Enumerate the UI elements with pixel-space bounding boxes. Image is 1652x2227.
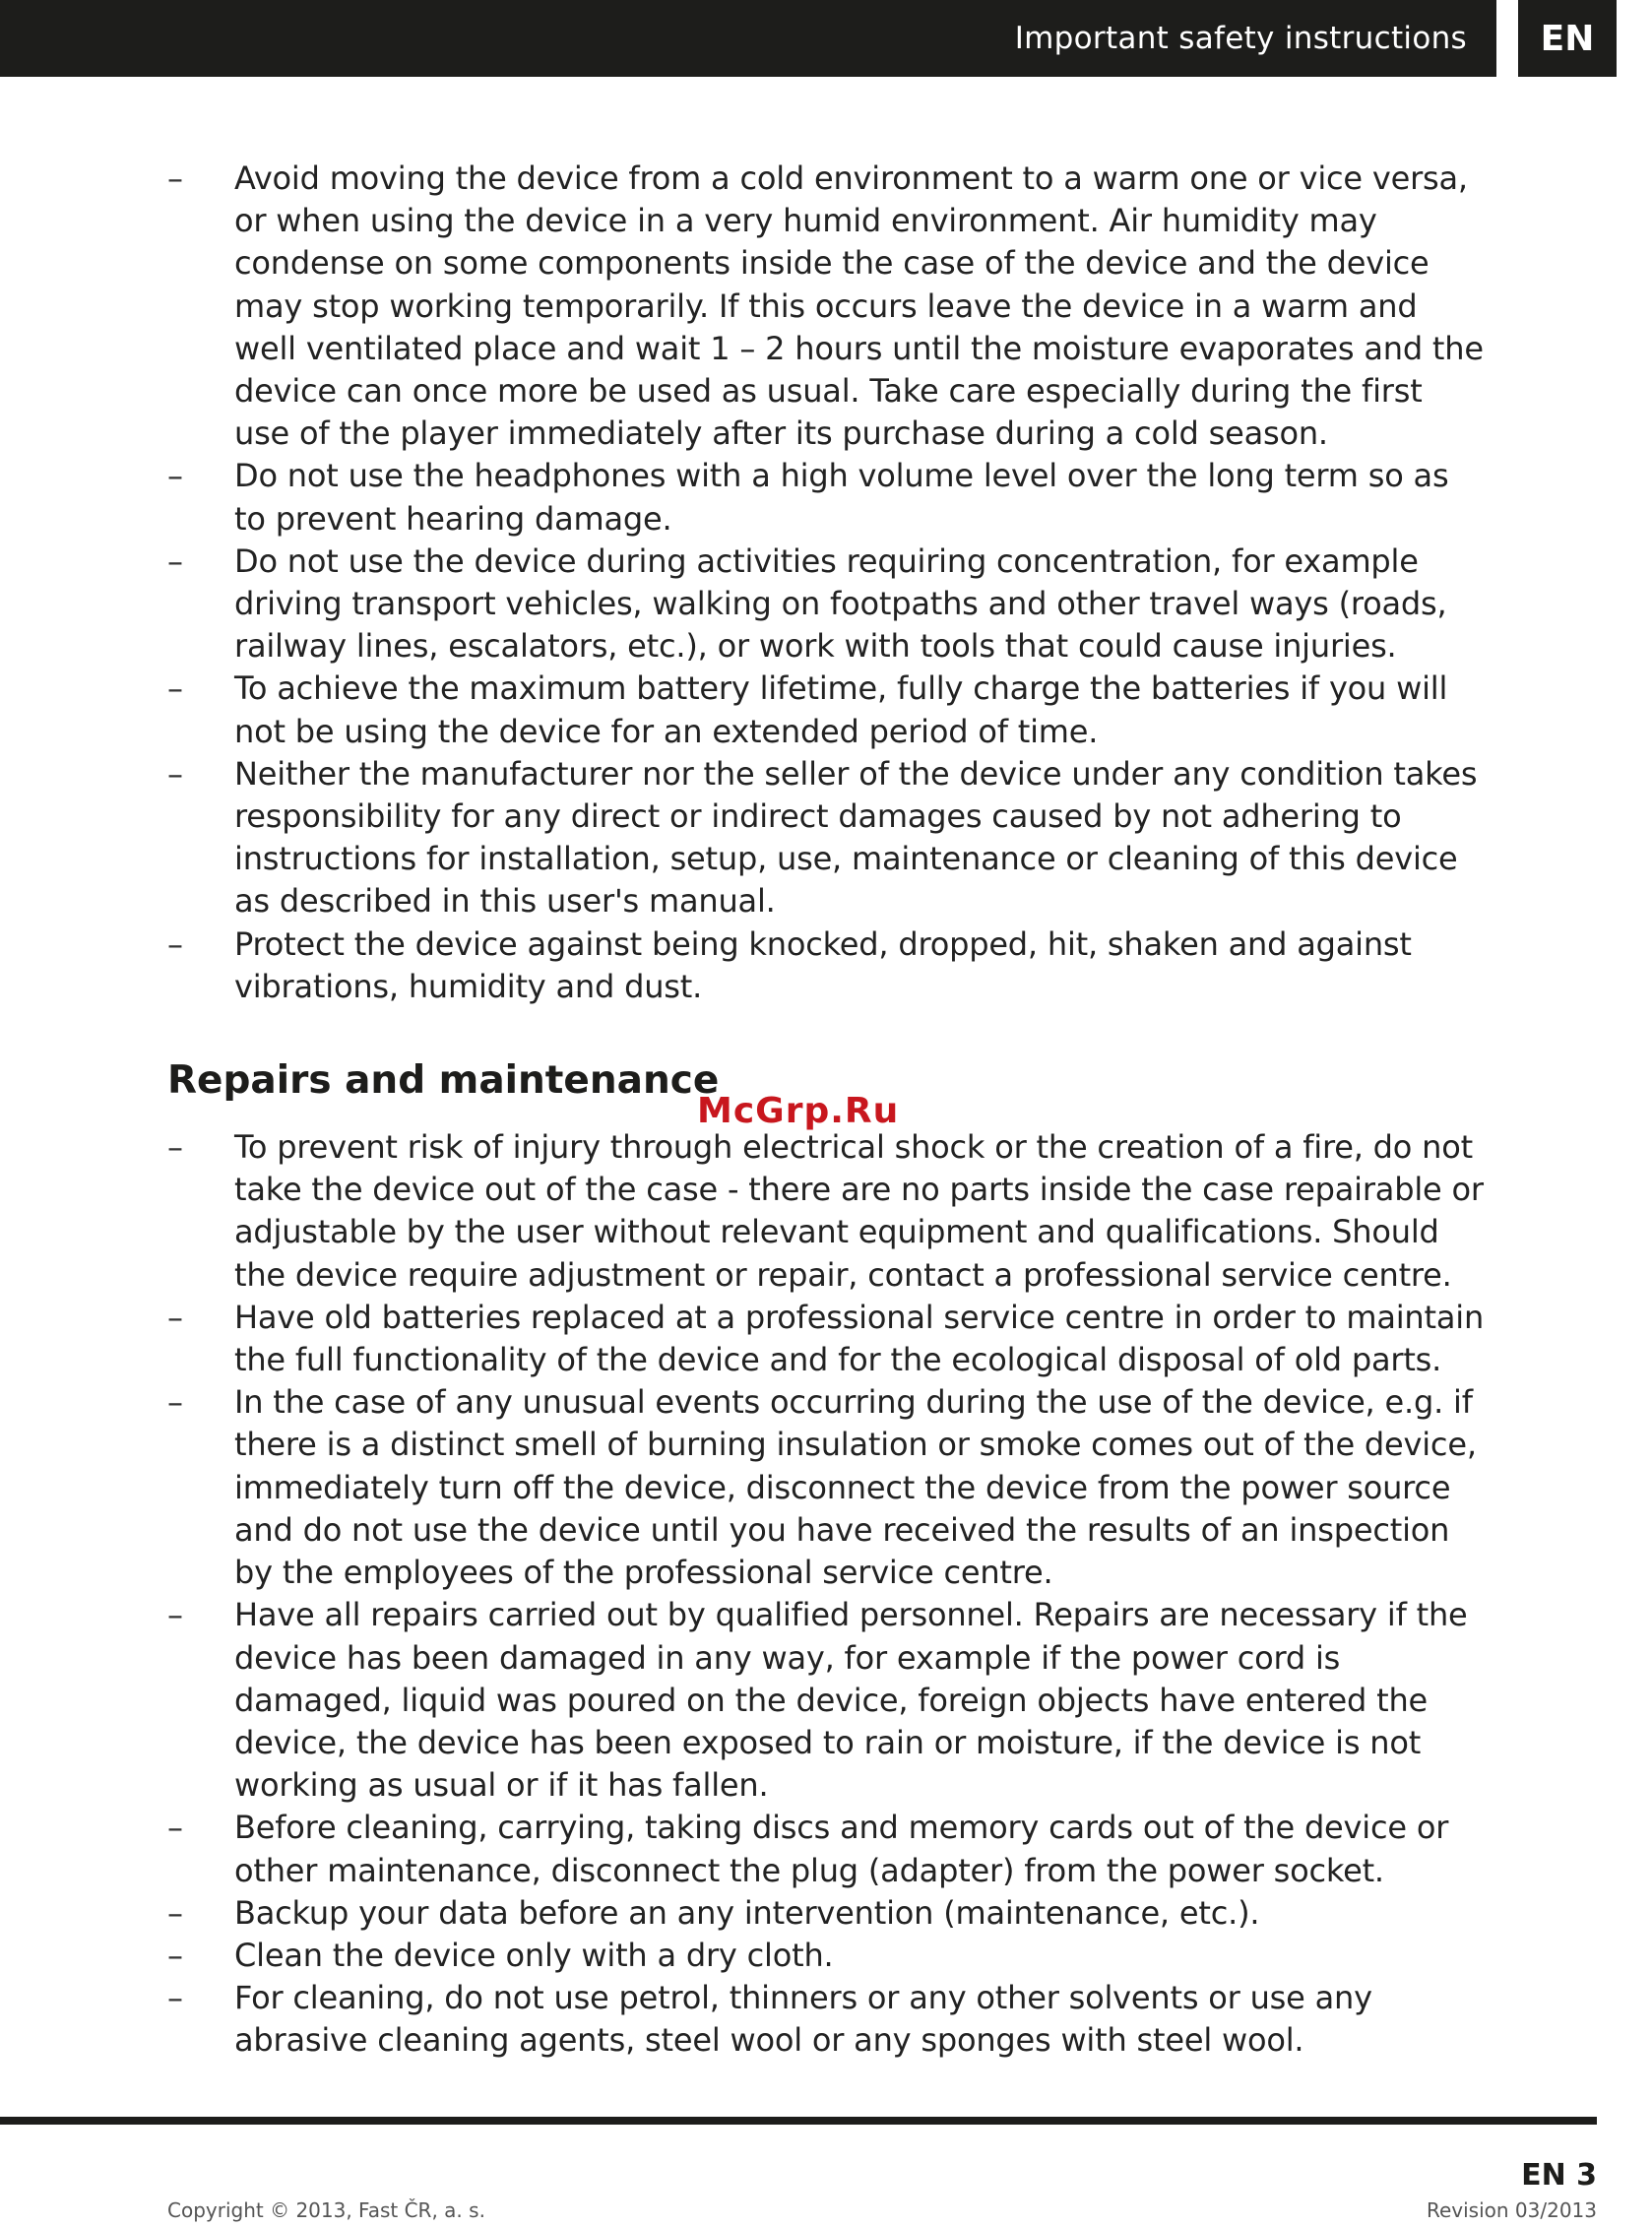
list-item	[167, 1381, 1487, 1594]
list-item-text: Avoid moving the device from a cold environment to a warm one or vice versa, or when using the device in a very humid environment. Air humidity may condense on some components inside the case of the device and the device may stop working temporarily. If this occurs leave the device in a warm and well ventilated place and wait 1 – 2 hours until the moisture evaporates and the device can once more be used as usual. Take care especially during the first use of the player immediately after its purchase during a cold season.	[234, 159, 1484, 453]
list-item	[167, 455, 1487, 540]
page-number: EN 3	[1521, 2158, 1597, 2193]
copyright-text: Copyright © 2013, Fast ČR, a. s.	[167, 2198, 485, 2222]
list-item-text: Neither the manufacturer nor the seller of the device under any condition takes responsibility for any direct or indirect damages caused by not adhering to instructions for installation, setup, use, maintenance or cleaning of this device as described in this user's manual.	[234, 754, 1478, 921]
header-bar	[0, 0, 1496, 77]
bullet-dash: –	[167, 1809, 183, 1847]
bullet-dash: –	[167, 1893, 183, 1932]
list-item	[167, 158, 1487, 455]
footer-divider	[0, 2117, 1597, 2125]
bullet-dash: –	[167, 669, 183, 708]
list-item-text: To achieve the maximum battery lifetime, fully charge the batteries if you will not be using the device for an extended period of time.	[234, 669, 1448, 750]
list-item	[167, 923, 1487, 1008]
list-item-text: Backup your data before an any intervention (maintenance, etc.).	[234, 1893, 1260, 1932]
list-item-text: To prevent risk of injury through electrical shock or the creation of a fire, do not take the device out of the case - there are no parts inside the case repairable or adjustable by the user without relevant equipment and qualifications. Should the device require adjustment or repair, contact a professional service centre.	[234, 1128, 1484, 1294]
watermark: McGrp.Ru	[697, 1091, 900, 1131]
list-item	[167, 1807, 1487, 1891]
list-item	[167, 668, 1487, 752]
list-item-text: Do not use the device during activities requiring concentration, for example driving transport vehicles, walking on footpaths and other travel ways (roads, railway lines, escalators, etc.), or work with tools that could cause injuries.	[234, 541, 1447, 666]
list-item	[167, 1977, 1487, 2062]
safety-list	[167, 158, 1487, 1008]
list-item-text: For cleaning, do not use petrol, thinners or any other solvents or use any abrasive cleaning agents, steel wool or any sponges with steel wool.	[234, 1979, 1372, 2060]
list-item	[167, 1594, 1487, 1807]
bullet-dash: –	[167, 924, 183, 963]
bullet-dash: –	[167, 457, 183, 495]
list-item-text: In the case of any unusual events occurring during the use of the device, e.g. if there is a distinct smell of burning insulation or smoke comes out of the device, immediately turn off the device, disconnect the device from the power source and do not use the device until you have received the results of an inspection by the employees of the professional service centre.	[234, 1383, 1477, 1592]
list-item	[167, 1126, 1487, 1297]
revision-text: Revision 03/2013	[1426, 2198, 1597, 2222]
section-heading-repairs: Repairs and maintenance	[167, 1058, 720, 1104]
list-item	[167, 1297, 1487, 1381]
bullet-dash: –	[167, 754, 183, 793]
bullet-dash: –	[167, 1298, 183, 1336]
list-item-text: Have all repairs carried out by qualified personnel. Repairs are necessary if the device has been damaged in any way, for example if the power cord is damaged, liquid was poured on the device, foreign objects have entered the device, the device has been exposed to rain or moisture, if the device is not working as usual or if it has fallen.	[234, 1596, 1468, 1805]
bullet-dash: –	[167, 1936, 183, 1974]
list-item-text: Have old batteries replaced at a professional service centre in order to maintain the full functionality of the device and for the ecological disposal of old parts.	[234, 1298, 1485, 1379]
list-item	[167, 1935, 1487, 1977]
list-item	[167, 541, 1487, 668]
list-item	[167, 753, 1487, 923]
header-title: Important safety instructions	[1014, 21, 1467, 56]
bullet-dash: –	[167, 1383, 183, 1422]
list-item-text: Protect the device against being knocked, dropped, hit, shaken and against vibrations, humidity and dust.	[234, 924, 1412, 1005]
bullet-dash: –	[167, 1979, 183, 2017]
list-item-text: Before cleaning, carrying, taking discs and memory cards out of the device or other maintenance, disconnect the plug (adapter) from the power socket.	[234, 1809, 1449, 1889]
language-badge: EN	[1518, 0, 1617, 77]
bullet-dash: –	[167, 1128, 183, 1167]
list-item-text: Clean the device only with a dry cloth.	[234, 1936, 834, 1974]
list-item-text: Do not use the headphones with a high volume level over the long term so as to prevent hearing damage.	[234, 457, 1449, 538]
bullet-dash: –	[167, 159, 183, 197]
list-item	[167, 1892, 1487, 1935]
bullet-dash: –	[167, 541, 183, 580]
bullet-dash: –	[167, 1596, 183, 1634]
repairs-list	[167, 1126, 1487, 2062]
